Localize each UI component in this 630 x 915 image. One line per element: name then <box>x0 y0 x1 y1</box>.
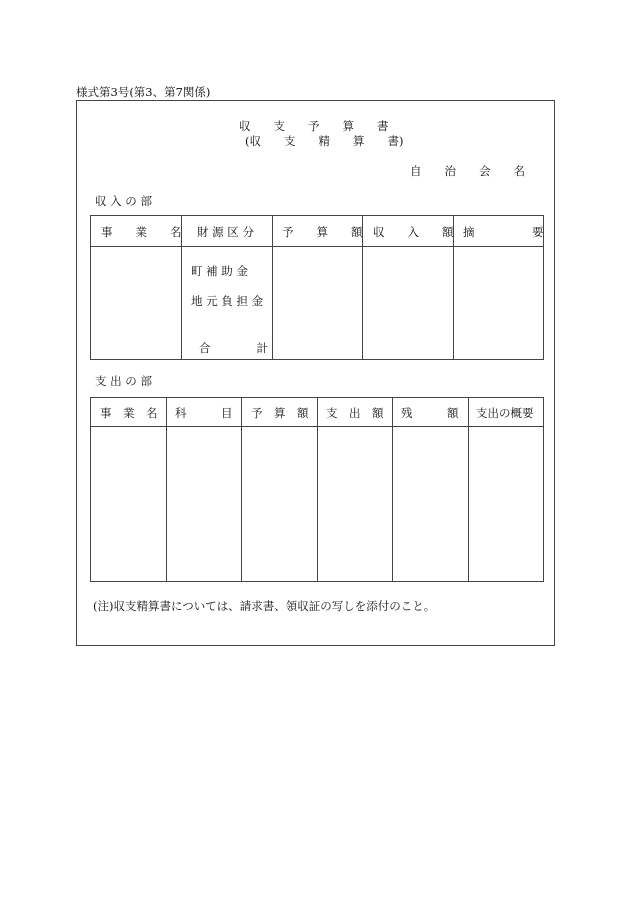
document-title: 収 支 予 算 書 <box>239 119 389 133</box>
income-header-remarks: 摘 要 <box>463 225 544 239</box>
expense-header-balance: 残 額 <box>401 406 459 420</box>
expense-header-item: 科 目 <box>175 406 233 420</box>
expense-header-spent: 支 出 額 <box>326 406 384 420</box>
expense-header-project: 事 業 名 <box>100 406 158 420</box>
income-header-budget: 予 算 額 <box>282 225 363 239</box>
expense-header-budget: 予 算 額 <box>251 406 309 420</box>
document-subtitle: (収 支 精 算 書) <box>245 134 404 148</box>
income-source-town-subsidy: 町 補 助 金 <box>191 264 248 278</box>
income-header-received: 収 入 額 <box>373 225 454 239</box>
organization-name-label: 自 治 会 名 <box>410 164 525 178</box>
income-header-source: 財 源 区 分 <box>197 225 254 239</box>
expense-table <box>90 397 544 582</box>
income-table <box>90 215 544 360</box>
income-section-label: 収 入 の 部 <box>95 194 152 208</box>
expense-section-label: 支 出 の 部 <box>95 374 152 388</box>
form-number: 様式第3号(第3、第7関係) <box>76 85 211 99</box>
income-source-local-contribution: 地 元 負 担 金 <box>191 294 264 308</box>
footnote: (注)収支精算書については、請求書、領収証の写しを添付のこと。 <box>93 599 436 613</box>
expense-header-summary: 支出の概要 <box>476 406 534 420</box>
income-total-label: 合 計 <box>199 341 268 355</box>
income-header-project: 事 業 名 <box>101 225 182 239</box>
